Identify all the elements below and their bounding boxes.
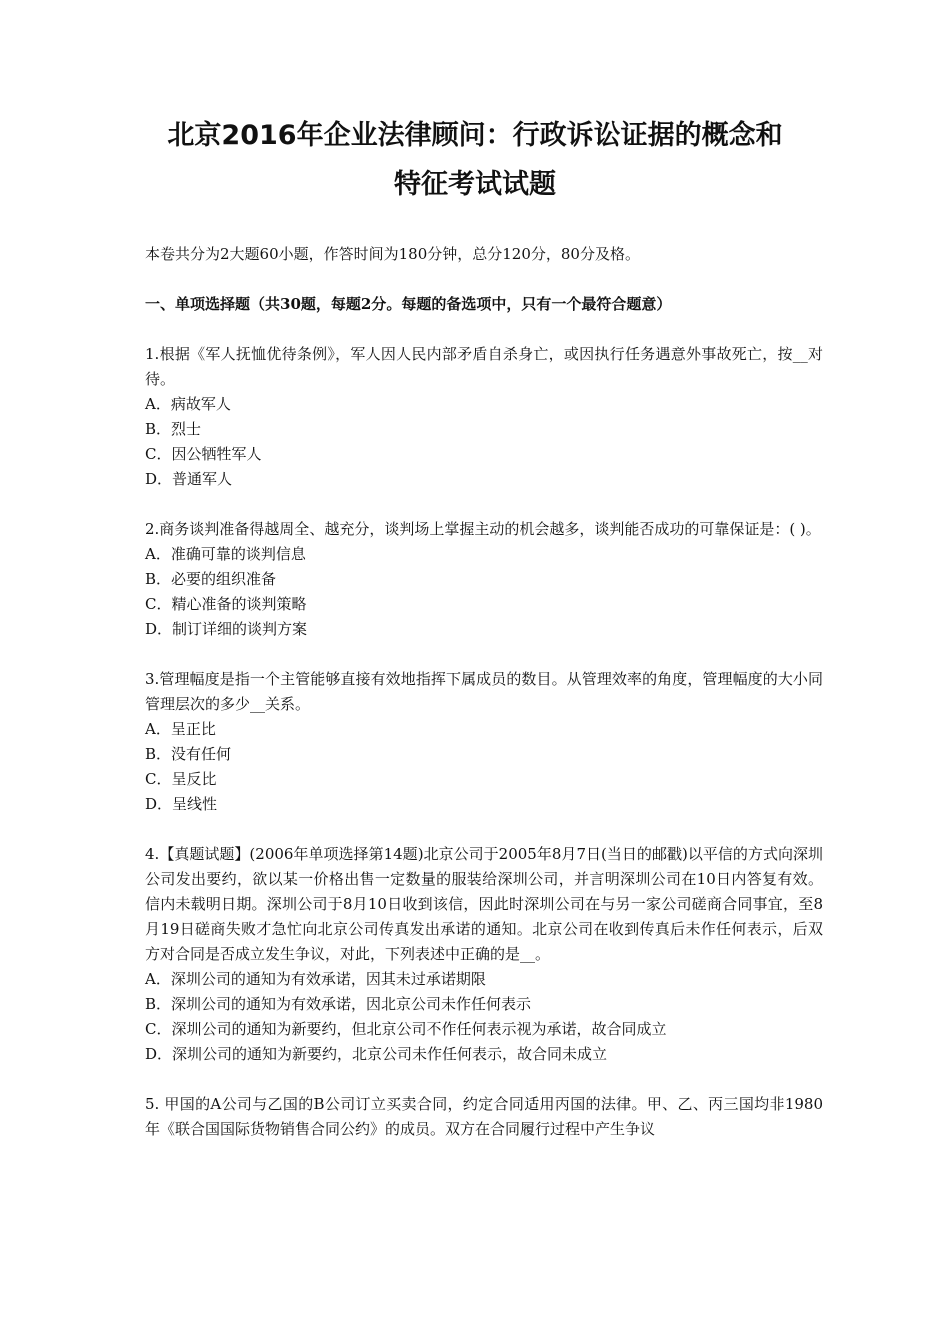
option-c: C．因公牺牲军人 [145,445,262,463]
question-item [145,342,823,492]
option-c: C．呈反比 [145,770,217,788]
document-body [145,242,823,1167]
document-title-line-1: 北京2016年企业法律顾问：行政诉讼证据的概念和 [167,120,783,151]
option-d: D．呈线性 [145,795,218,813]
option-d: D．制订详细的谈判方案 [145,620,308,638]
question-item [145,517,823,642]
option-c: C．精心准备的谈判策略 [145,595,307,613]
option-a: A．深圳公司的通知为有效承诺，因其未过承诺期限 [145,970,486,988]
section-heading: 一、单项选择题（共30题，每题2分。每题的备选项中，只有一个最符合题意） [145,295,672,313]
question-item [145,842,823,1067]
option-a: A．病故军人 [145,395,231,413]
question-text: 2.商务谈判准备得越周全、越充分，谈判场上掌握主动的机会越多，谈判能否成功的可靠保证是：( )。 [145,520,821,538]
question-text: 5. 甲国的A公司与乙国的B公司订立买卖合同，约定合同适用丙国的法律。甲、乙、丙三国均非1980年《联合国国际货物销售合同公约》的成员。双方在合同履行过程中产生争议 [145,1095,823,1138]
option-b: B．烈士 [145,420,202,438]
question-item [145,1092,823,1142]
option-c: C．深圳公司的通知为新要约，但北京公司不作任何表示视为承诺，故合同成立 [145,1020,667,1038]
option-b: B．必要的组织准备 [145,570,277,588]
option-b: B．深圳公司的通知为有效承诺，因北京公司未作任何表示 [145,995,532,1013]
option-b: B．没有任何 [145,745,232,763]
question-text: 1.根据《军人抚恤优待条例》，军人因人民内部矛盾自杀身亡，或因执行任务遇意外事故死亡，按__对待。 [145,345,823,388]
option-d: D．普通军人 [145,470,233,488]
question-text: 3.管理幅度是指一个主管能够直接有效地指挥下属成员的数目。从管理效率的角度，管理幅度的大小同管理层次的多少__关系。 [145,670,823,713]
option-d: D．深圳公司的通知为新要约，北京公司未作任何表示，故合同未成立 [145,1045,608,1063]
question-text: 4.【真题试题】(2006年单项选择第14题)北京公司于2005年8月7日(当日的邮戳)以平信的方式向深圳公司发出要约，欲以某一价格出售一定数量的服装给深圳公司，并言明深圳公司在10日内答复有效。信内未载明日期。深圳公司于8月10日收到该信，因此时深圳公司在与另一家公司磋商合同事宜，至8月19日磋商失败才急忙向北京公司传真发出承诺的通知。北京公司在收到传真后未作任何表示，后双方对合同是否成立发生争议，对此，下列表述中正确的是__。 [145,845,823,963]
question-item [145,667,823,817]
option-a: A．呈正比 [145,720,216,738]
option-a: A．准确可靠的谈判信息 [145,545,306,563]
document-title-line-2: 特征考试试题 [394,169,556,200]
exam-intro: 本卷共分为2大题60小题，作答时间为180分钟，总分120分，80分及格。 [145,245,640,263]
